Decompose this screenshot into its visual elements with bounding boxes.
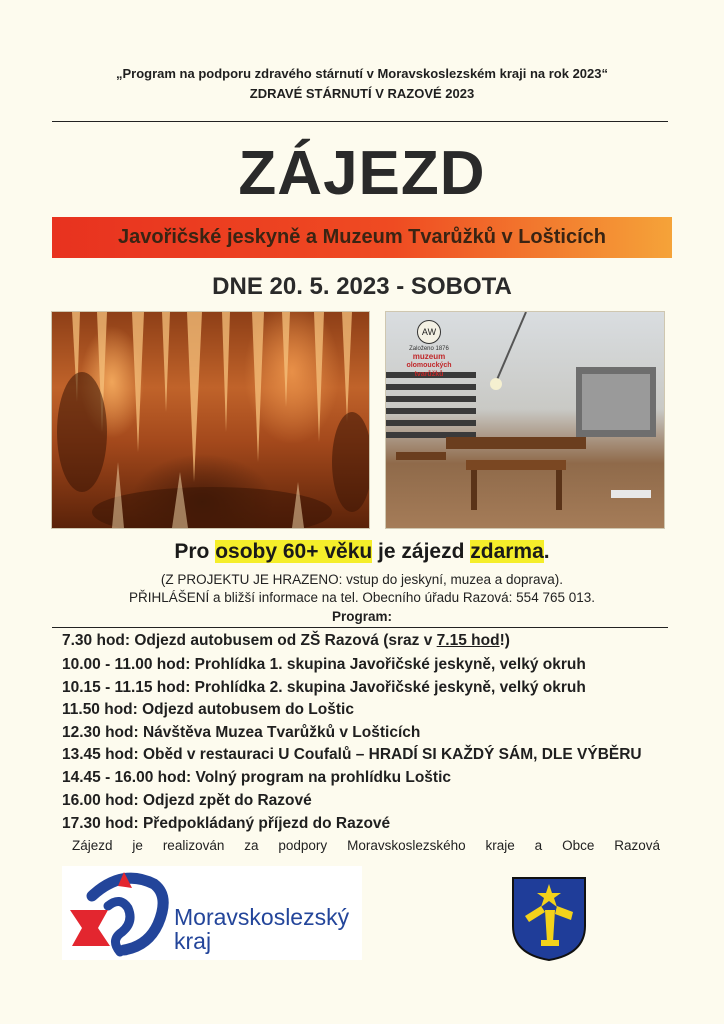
region-logo-text: kraj (174, 928, 212, 954)
cave-photo (51, 311, 370, 529)
museum-founded: Založeno 1876 (409, 346, 449, 352)
schedule-row: 10.15 - 11.15 hod: Prohlídka 2. skupina Javořičské jeskyně, velký okruh (62, 679, 586, 696)
museum-sign-line: olomouckých (406, 362, 452, 369)
schedule-text: !) (499, 632, 510, 649)
municipal-coat-of-arms (511, 876, 587, 962)
trip-date: DNE 20. 5. 2023 - SOBOTA (212, 273, 512, 300)
schedule-row: 17.30 hod: Předpokládaný příjezd do Razové (62, 815, 391, 832)
divider (52, 627, 668, 628)
funding-note: (Z PROJEKTU JE HRAZENO: vstup do jeskyní, muzea a doprava). (160, 572, 564, 587)
divider (52, 121, 668, 122)
contact-note: PŘIHLÁŠENÍ a bližší informace na tel. Obecního úřadu Razová: 554 765 013. (128, 590, 595, 605)
program-header: „Program na podporu zdravého stárnutí v Moravskoslezském kraji na rok 2023“ (115, 66, 608, 81)
museum-sign-line: muzeum (412, 352, 446, 361)
destination-text: Javořičské jeskyně a Muzeum Tvarůžků v Lošticích (118, 226, 606, 248)
lead-text: Pro (174, 540, 216, 563)
museum-photo (385, 311, 665, 529)
region-logo (62, 866, 362, 960)
stalactites-graphic (52, 312, 369, 528)
schedule-row: 16.00 hod: Odjezd zpět do Razové (62, 792, 312, 809)
program-label: Program: (331, 609, 392, 624)
schedule-row: 13.45 hod: Oběd v restauraci U Coufalů – HRADÍ SI KAŽDÝ SÁM, DLE VÝBĚRU (62, 746, 642, 763)
museum-sign (398, 320, 460, 379)
highlight-free: zdarma (470, 540, 544, 563)
schedule-row: 11.50 hod: Odjezd autobusem do Loštic (62, 701, 354, 718)
free-trip-statement (0, 540, 724, 564)
meeting-time: 7.15 hod (436, 632, 500, 649)
museum-monogram: AW (417, 320, 441, 344)
lead-text: je zájezd (372, 540, 471, 563)
highlight-age: osoby 60+ věku (215, 540, 373, 563)
region-logo-text: Moravskoslezský (174, 904, 350, 930)
support-note: Zájezd je realizován za podpory Moravskoslezského kraje a Obce Razová (72, 838, 660, 853)
schedule-row: 10.00 - 11.00 hod: Prohlídka 1. skupina Javořičské jeskyně, velký okruh (62, 656, 586, 673)
schedule-text: 7.30 hod: Odjezd autobusem od ZŠ Razová (sraz v (62, 632, 437, 649)
program-subheader: ZDRAVÉ STÁRNUTÍ V RAZOVÉ 2023 (249, 86, 475, 101)
schedule-row: 14.45 - 16.00 hod: Volný program na prohlídku Loštic (62, 769, 452, 786)
region-logo-icon (62, 866, 172, 960)
museum-sign-line: tvarůžků (414, 371, 444, 378)
schedule-row (62, 632, 510, 650)
schedule-row: 12.30 hod: Návštěva Muzea Tvarůžků v Lošticích (62, 724, 421, 741)
poster-title: ZÁJEZD (238, 139, 486, 208)
lead-text: . (543, 540, 550, 563)
